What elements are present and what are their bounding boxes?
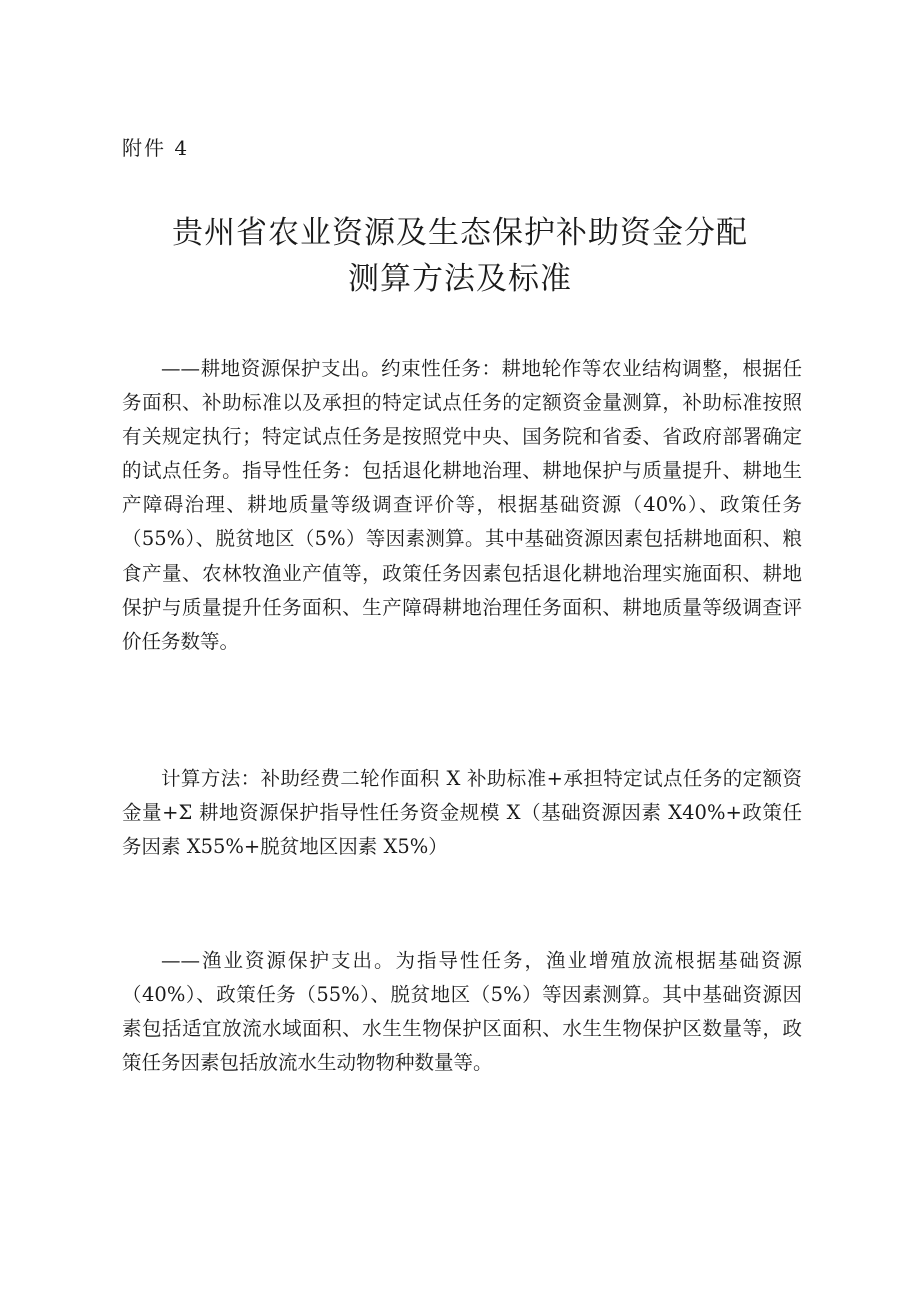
attachment-label: 附件 4 — [122, 136, 190, 160]
document-title — [0, 210, 920, 302]
title-line-2: 测算方法及标准 — [348, 261, 572, 297]
farmland-protection-paragraph: ——耕地资源保护支出。约束性任务：耕地轮作等农业结构调整，根据任务面积、补助标准以及承担的特定试点任务的定额资金量测算，补助标准按照有关规定执行；特定试点任务是按照党中央、国务院和省委、省政府部署确定的试点任务。指导性任务：包括退化耕地治理、耕地保护与质量提升、耕地生产障碍治理、耕地质量等级调查评价等，根据基础资源（40%）、政策任务（55%）、脱贫地区（5%）等因素测算。其中基础资源因素包括耕地面积、粮食产量、农林牧渔业产值等，政策任务因素包括退化耕地治理实施面积、耕地保护与质量提升任务面积、生产障碍耕地治理任务面积、耕地质量等级调查评价任务数等。 — [122, 357, 802, 653]
title-line-1: 贵州省农业资源及生态保护补助资金分配 — [172, 215, 748, 251]
fishery-protection-paragraph: ——渔业资源保护支出。为指导性任务，渔业增殖放流根据基础资源（40%）、政策任务（55%）、脱贫地区（5%）等因素测算。其中基础资源因素包括适宜放流水域面积、水生生物保护区面积、水生生物保护区数量等，政策任务因素包括放流水生动物物种数量等。 — [122, 949, 802, 1075]
farmland-calculation-method: 计算方法：补助经费二轮作面积 X 补助标准+承担特定试点任务的定额资金量+Σ 耕地资源保护指导性任务资金规模 X（基础资源因素 X40%+政策任务因素 X55%+脱贫地区因素 X5%） — [122, 767, 802, 859]
